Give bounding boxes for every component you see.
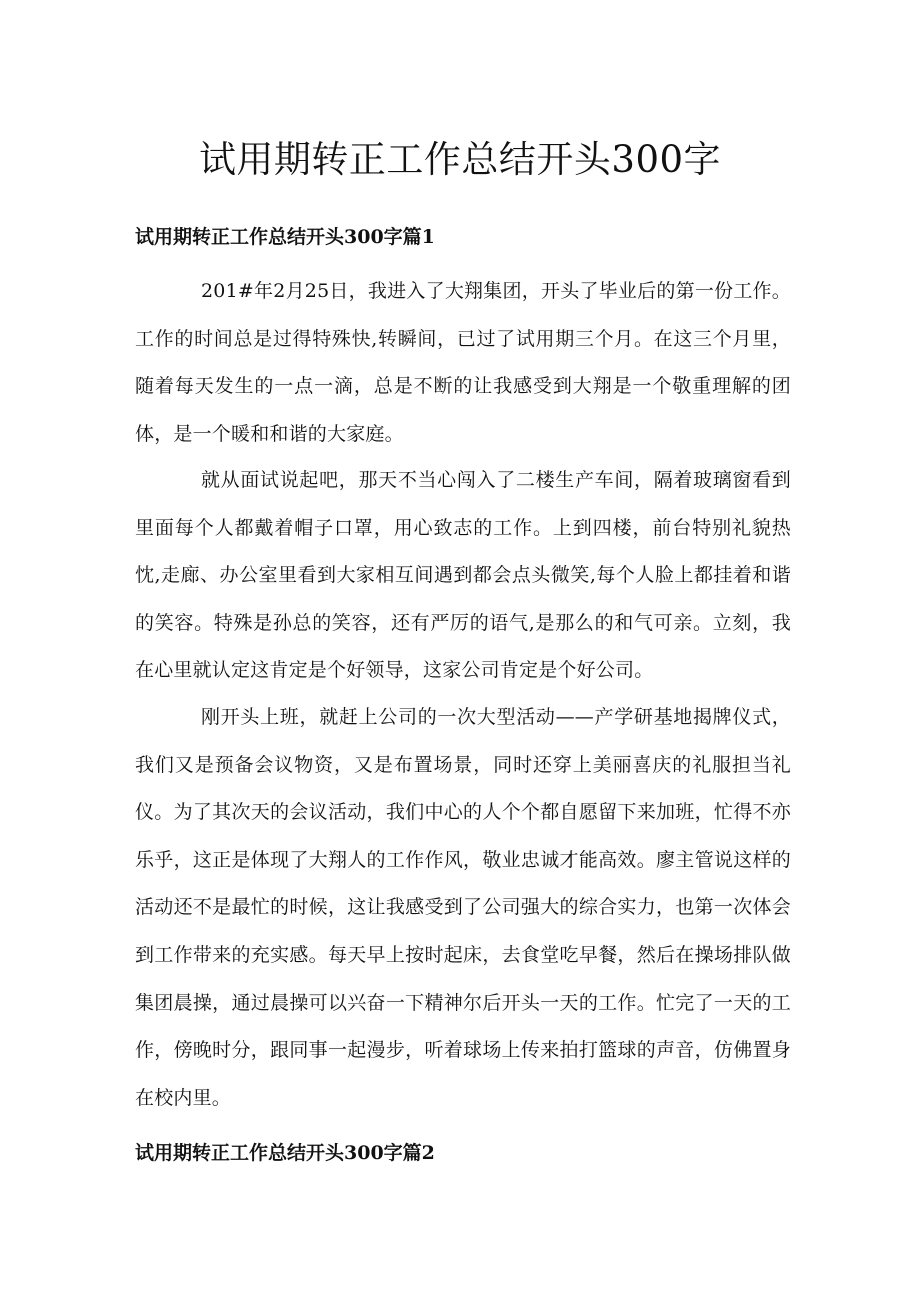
paragraph-3: 刚开头上班，就赶上公司的一次大型活动——产学研基地揭牌仪式，我们又是预备会议物资，又是布置场景，同时还穿上美丽喜庆的礼服担当礼仪。为了其次天的会议活动，我们中心的人个个都自愿留下来加班，忙得不亦乐乎，这正是体现了大翔人的工作作风，敬业忠诚才能高效。廖主管说这样的活动还不是最忙的时候，这让我感受到了公司强大的综合实力，也第一次体会到工作带来的充实感。每天早上按时起床，去食堂吃早餐，然后在操场排队做集团晨操，通过晨操可以兴奋一下精神尔后开头一天的工作。忙完了一天的工作，傍晚时分，跟同事一起漫步，听着球场上传来拍打篮球的声音，仿佛置身在校内里。	[135, 706, 791, 1109]
paragraph-1: 201#年2月25日，我进入了大翔集团，开头了毕业后的第一份工作。工作的时间总是过得特殊快,转瞬间，已过了试用期三个月。在这三个月里，随着每天发生的一点一滴，总是不断的让我感受到大翔是一个敬重理解的团体，是一个暖和和谐的大家庭。	[135, 280, 791, 445]
section-heading-1: 试用期转正工作总结开头300字篇1	[135, 226, 435, 248]
document-title: 试用期转正工作总结开头300字	[198, 138, 722, 181]
paragraph-2: 就从面试说起吧，那天不当心闯入了二楼生产车间，隔着玻璃窗看到里面每个人都戴着帽子口罩，用心致志的工作。上到四楼，前台特别礼貌热忱,走廊、办公室里看到大家相互间遇到都会点头微笑,每个人脸上都挂着和谐的笑容。特殊是孙总的笑容，还有严厉的语气,是那么的和气可亲。立刻，我在心里就认定这肯定是个好领导，这家公司肯定是个好公司。	[135, 469, 791, 682]
section-heading-2: 试用期转正工作总结开头300字篇2	[135, 1142, 435, 1164]
